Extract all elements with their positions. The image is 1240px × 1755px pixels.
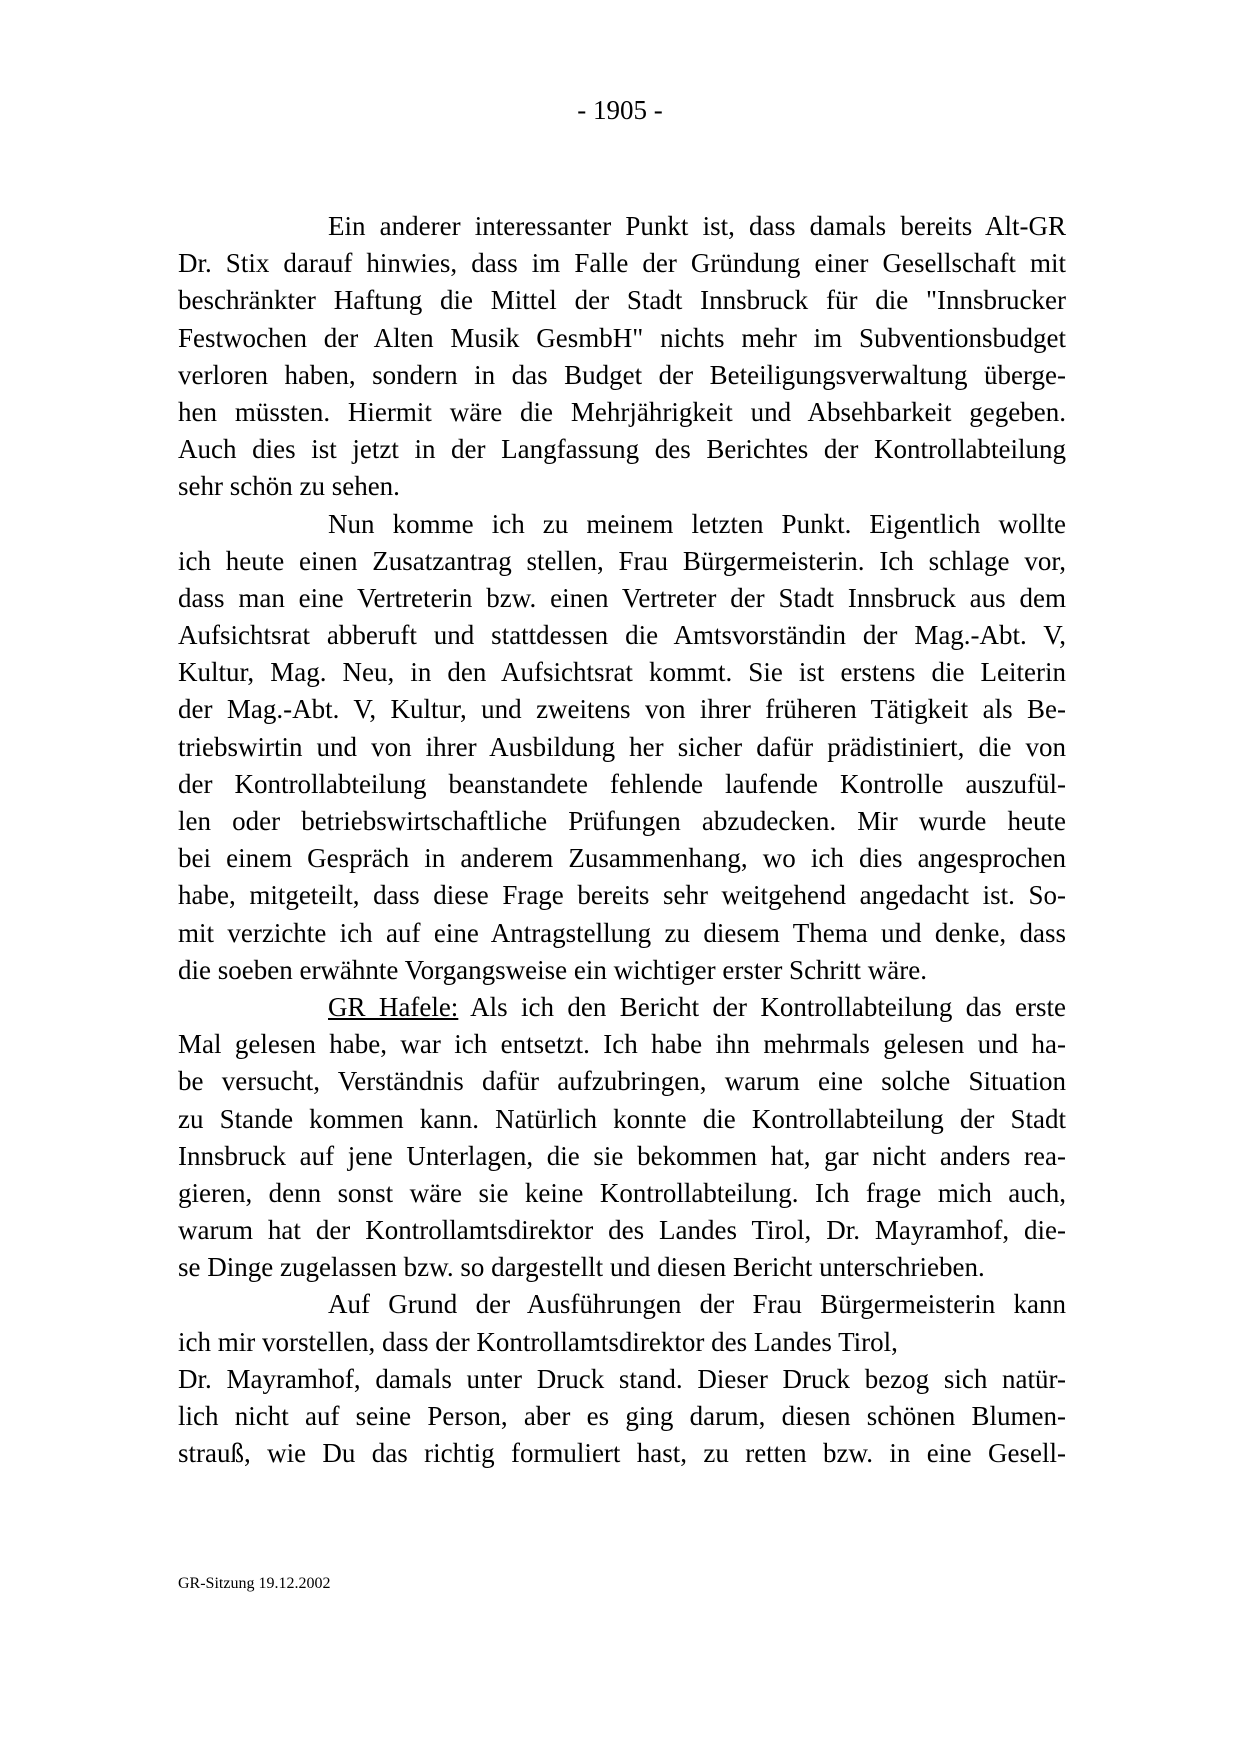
text-line: strauß, wie Du das richtig formuliert hast, zu retten bzw. in eine Gesell- — [178, 1438, 1066, 1469]
speaker-line — [178, 989, 1066, 1026]
text-line: Auch dies ist jetzt in der Langfassung des Berichtes der Kontrollabteilung — [178, 434, 1066, 465]
text-line: warum hat der Kontrollamtsdirektor des Landes Tirol, Dr. Mayramhof, die- — [178, 1215, 1066, 1246]
text-line: ich mir vorstellen, dass der Kontrollamtsdirektor des Landes Tirol, — [178, 1326, 898, 1357]
text-line: se Dinge zugelassen bzw. so dargestellt und diesen Bericht unterschrieben. — [178, 1252, 985, 1283]
text-line: Nun komme ich zu meinem letzten Punkt. Eigentlich wollte — [328, 508, 1066, 539]
page-footer: GR-Sitzung 19.12.2002 — [178, 1575, 331, 1592]
text-line: Innsbruck auf jene Unterlagen, die sie bekommen hat, gar nicht anders rea- — [178, 1140, 1066, 1171]
text-line: Kultur, Mag. Neu, in den Aufsichtsrat kommt. Sie ist erstens die Leiterin — [178, 657, 1066, 688]
speaker-line-text: Als ich den Bericht der Kontrollabteilung das erste — [458, 991, 1067, 1022]
text-line: mit verzichte ich auf eine Antragstellung zu diesem Thema und denke, dass — [178, 917, 1066, 948]
body-text — [178, 208, 1066, 1472]
text-line: Dr. Stix darauf hinwies, dass im Falle der Gründung einer Gesellschaft mit — [178, 248, 1066, 279]
text-line: die soeben erwähnte Vorgangsweise ein wichtiger erster Schritt wäre. — [178, 954, 928, 985]
text-line: len oder betriebswirtschaftliche Prüfungen abzudecken. Mir wurde heute — [178, 806, 1066, 836]
text-line: Dr. Mayramhof, damals unter Druck stand. Dieser Druck bezog sich natür- — [178, 1363, 1066, 1394]
text-line: be versucht, Verständnis dafür aufzubringen, warum eine solche Situation — [178, 1066, 1066, 1097]
page-number: - 1905 - — [577, 95, 663, 125]
text-line: Aufsichtsrat abberuft und stattdessen die Amtsvorständin der Mag.-Abt. V, — [178, 620, 1066, 651]
text-line: Auf Grund der Ausführungen der Frau Bürgermeisterin kann — [328, 1289, 1066, 1320]
text-line: habe, mitgeteilt, dass diese Frage bereits sehr weitgehend angedacht ist. So- — [178, 880, 1066, 911]
text-line: bei einem Gespräch in anderem Zusammenhang, wo ich dies angesprochen — [178, 843, 1066, 874]
text-line: ich heute einen Zusatzantrag stellen, Frau Bürgermeisterin. Ich schlage vor, — [178, 545, 1066, 576]
text-line: Festwochen der Alten Musik GesmbH" nichts mehr im Subventionsbudget — [178, 322, 1066, 353]
text-line: lich nicht auf seine Person, aber es ging darum, diesen schönen Blumen- — [178, 1401, 1066, 1431]
text-line: dass man eine Vertreterin bzw. einen Vertreter der Stadt Innsbruck aus dem — [178, 582, 1066, 613]
text-line: Mal gelesen habe, war ich entsetzt. Ich habe ihn mehrmals gelesen und ha- — [178, 1029, 1066, 1060]
text-line: sehr schön zu sehen. — [178, 471, 400, 502]
text-line: gieren, denn sonst wäre sie keine Kontrollabteilung. Ich frage mich auch, — [178, 1177, 1066, 1208]
speaker-name: GR Hafele: — [328, 991, 459, 1022]
text-line: der Mag.-Abt. V, Kultur, und zweitens von ihrer früheren Tätigkeit als Be- — [178, 694, 1066, 725]
text-line: beschränkter Haftung die Mittel der Stadt Innsbruck für die "Innsbrucker — [178, 285, 1066, 316]
text-line: verloren haben, sondern in das Budget der Beteiligungsverwaltung überge- — [178, 359, 1066, 390]
text-line: der Kontrollabteilung beanstandete fehlende laufende Kontrolle auszufül- — [178, 768, 1066, 799]
text-line: triebswirtin und von ihrer Ausbildung her sicher dafür prädistiniert, die von — [178, 731, 1066, 762]
text-line: Ein anderer interessanter Punkt ist, dass damals bereits Alt-GR — [328, 211, 1066, 241]
text-line: hen müssten. Hiermit wäre die Mehrjährigkeit und Absehbarkeit gegeben. — [178, 396, 1066, 427]
text-line: zu Stande kommen kann. Natürlich konnte die Kontrollabteilung der Stadt — [178, 1103, 1066, 1134]
